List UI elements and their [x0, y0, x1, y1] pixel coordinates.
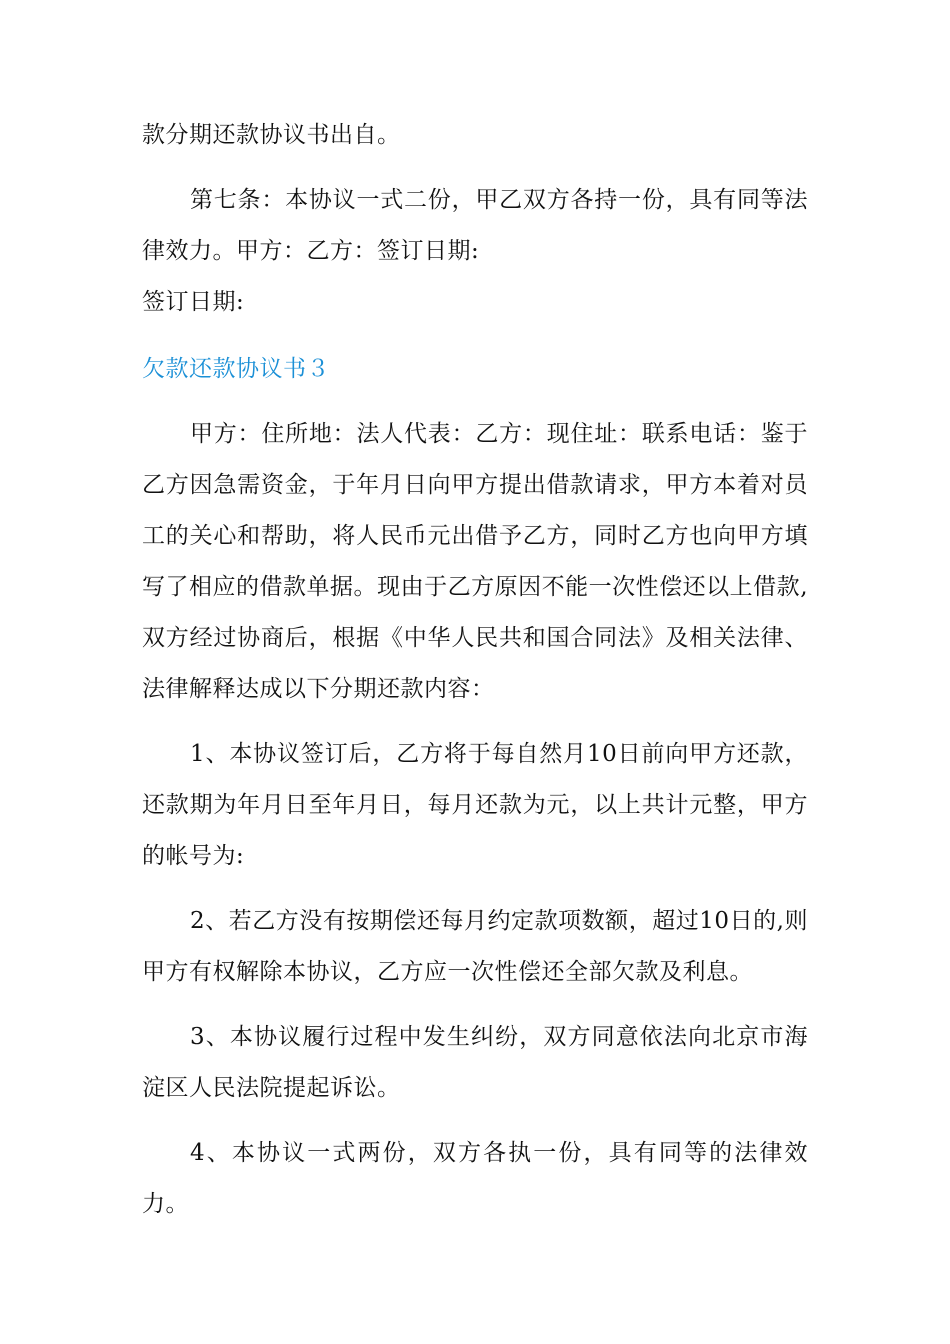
document-page — [142, 110, 808, 1230]
clause-3-paragraph: 3、本协议履行过程中发生纠纷，双方同意依法向北京市海淀区人民法院提起诉讼。 — [142, 1024, 808, 1101]
clause-1-paragraph: 1、本协议签订后，乙方将于每自然月10日前向甲方还款，还款期为年月日至年月日，每月还款为元，以上共计元整，甲方的帐号为: — [142, 741, 808, 869]
article-7-paragraph: 第七条：本协议一式二份，甲乙双方各持一份，具有同等法律效力。甲方：乙方：签订日期: — [142, 187, 808, 264]
sign-date-line: 签订日期: — [142, 289, 245, 315]
intro-tail-paragraph: 款分期还款协议书出自。 — [142, 122, 401, 148]
clause-4-paragraph: 4、本协议一式两份，双方各执一份，具有同等的法律效力。 — [142, 1140, 808, 1217]
section-3-intro-paragraph: 甲方：住所地：法人代表：乙方：现住址：联系电话：鉴于乙方因急需资金，于年月日向甲方提出借款请求，甲方本着对员工的关心和帮助，将人民币元出借予乙方，同时乙方也向甲方填写了相应的借款单据。现由于乙方原因不能一次性偿还以上借款,双方经过协商后，根据《中华人民共和国合同法》及相关法律、法律解释达成以下分期还款内容： — [142, 421, 808, 702]
clause-2-paragraph: 2、若乙方没有按期偿还每月约定款项数额，超过10日的,则甲方有权解除本协议，乙方应一次性偿还全部欠款及利息。 — [142, 908, 808, 985]
section-3-title: 欠款还款协议书３ — [142, 356, 330, 382]
